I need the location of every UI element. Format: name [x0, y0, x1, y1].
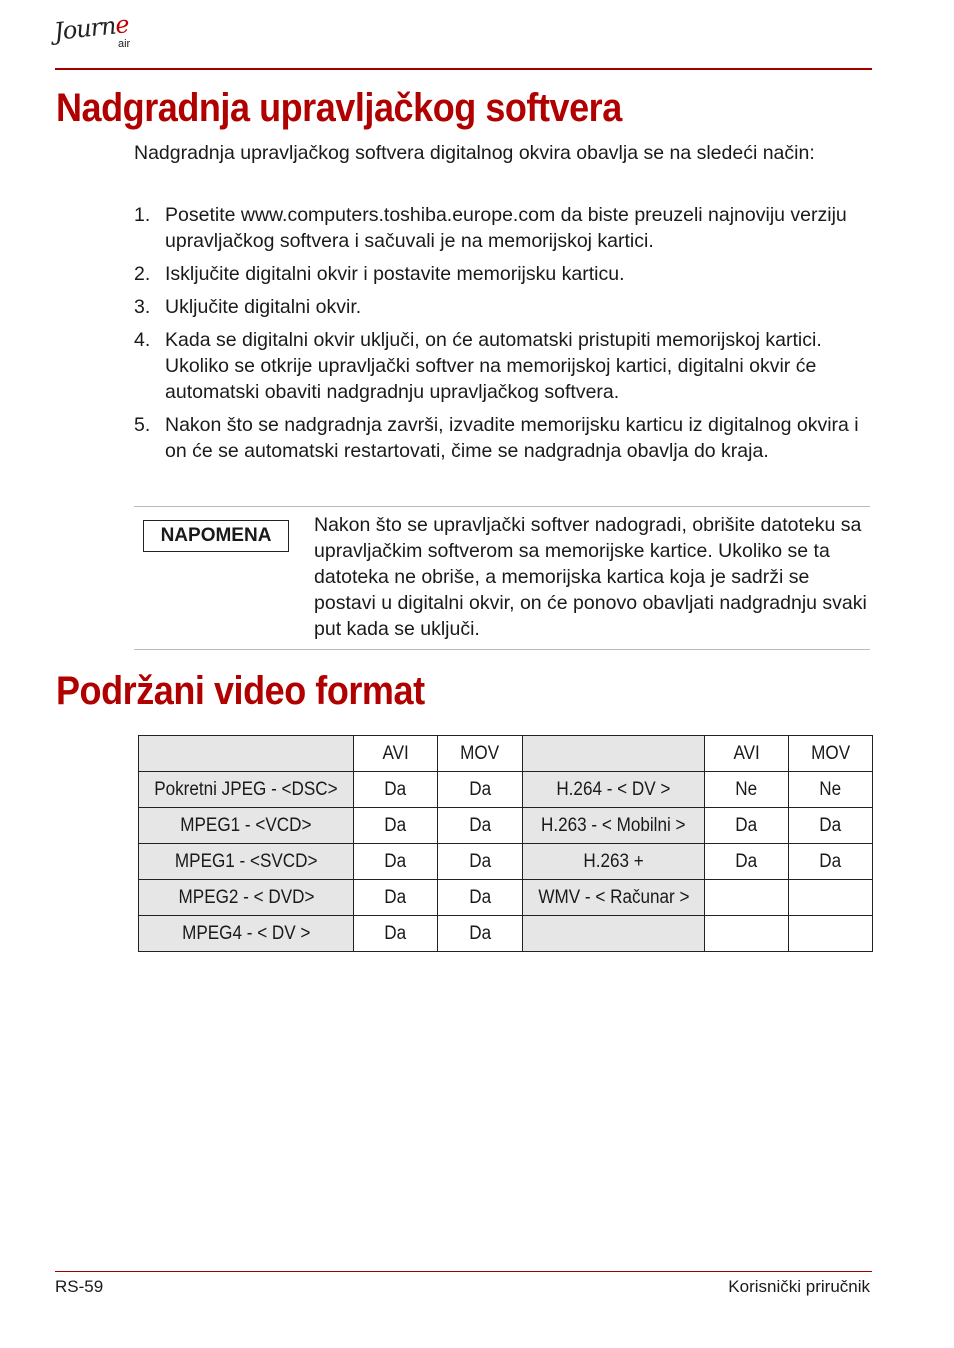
- list-item: [134, 294, 874, 320]
- support-cell: Da: [438, 808, 523, 844]
- step-number: 1.: [134, 204, 151, 226]
- step-text: Uključite digitalni okvir.: [165, 296, 362, 318]
- section-title-video-formats: Podržani video format: [56, 669, 425, 713]
- table-row: [139, 880, 873, 916]
- format-cell: MPEG4 - < DV >: [139, 916, 354, 952]
- logo-accent: e: [113, 10, 130, 40]
- support-cell: Da: [438, 916, 523, 952]
- step-number: 5.: [134, 414, 151, 436]
- intro-paragraph: Nadgradnja upravljačkog softvera digitalnog okvira obavlja se na sledeći način:: [134, 142, 815, 164]
- table-row: [139, 808, 873, 844]
- support-cell: Da: [438, 772, 523, 808]
- format-cell: Pokretni JPEG - <DSC>: [139, 772, 354, 808]
- support-cell: [705, 880, 789, 916]
- note-top-rule: [134, 506, 870, 507]
- support-cell: Da: [354, 880, 438, 916]
- support-cell: Ne: [705, 772, 789, 808]
- step-text: Isključite digitalni okvir i postavite memorijsku karticu.: [165, 263, 625, 285]
- note-text: Nakon što se upravljački softver nadogradi, obrišite datoteku sa upravljačkim softverom sa memorijske kartice. Ukoliko se ta datoteka ne obriše, a memorijska kartica koja je sadrži se postavi u digitalni okvir, on će ponovo obavljati nadgradnju svaki put kada se uključi.: [314, 514, 867, 640]
- list-item: [134, 202, 874, 254]
- support-cell: Da: [789, 844, 873, 880]
- support-cell: Da: [438, 844, 523, 880]
- table-row: [139, 916, 873, 952]
- section-title-firmware: Nadgradnja upravljačkog softvera: [56, 86, 622, 130]
- support-cell: Da: [438, 880, 523, 916]
- format-cell: MPEG2 - < DVD>: [139, 880, 354, 916]
- format-cell: H.264 - < DV >: [523, 772, 705, 808]
- step-number: 2.: [134, 263, 151, 285]
- footer-rule: [55, 1271, 872, 1272]
- header-cell: [139, 736, 354, 772]
- table-header-row: [139, 736, 873, 772]
- steps-list: [134, 202, 874, 471]
- header-cell: [523, 736, 705, 772]
- list-item: [134, 412, 874, 464]
- format-cell: H.263 - < Mobilni >: [523, 808, 705, 844]
- format-cell: MPEG1 - <VCD>: [139, 808, 354, 844]
- note-bottom-rule: [134, 649, 870, 650]
- support-cell: [705, 916, 789, 952]
- logo-sub: air: [118, 38, 131, 50]
- header-rule: [55, 68, 872, 70]
- step-number: 3.: [134, 296, 151, 318]
- support-cell: Da: [705, 808, 789, 844]
- table-row: [139, 844, 873, 880]
- header-cell: MOV: [438, 736, 523, 772]
- support-cell: Ne: [789, 772, 873, 808]
- list-item: [134, 327, 874, 405]
- support-cell: Da: [705, 844, 789, 880]
- format-cell: H.263 +: [523, 844, 705, 880]
- support-cell: Da: [354, 772, 438, 808]
- page-number: RS-59: [55, 1277, 104, 1296]
- step-text: Kada se digitalni okvir uključi, on će automatski pristupiti memorijskoj kartici. Ukoliko se otkrije upravljački softver na memorijskoj kartici, digitalni okvir će automatski obaviti nadgradnju upravljačkog softvera.: [165, 329, 822, 403]
- format-cell: MPEG1 - <SVCD>: [139, 844, 354, 880]
- support-cell: [789, 880, 873, 916]
- step-text: Nakon što se nadgradnja završi, izvadite memorijsku karticu iz digitalnog okvira i on će se automatski restartovati, čime se nadgradnja obavlja do kraja.: [165, 414, 859, 462]
- header-cell: MOV: [789, 736, 873, 772]
- note-label: NAPOMENA: [143, 520, 289, 552]
- format-cell: [523, 916, 705, 952]
- support-cell: Da: [789, 808, 873, 844]
- list-item: [134, 261, 874, 287]
- format-cell: WMV - < Računar >: [523, 880, 705, 916]
- table-row: [139, 772, 873, 808]
- video-format-table: [138, 735, 873, 952]
- support-cell: Da: [354, 916, 438, 952]
- logo-script: Journe: [52, 10, 130, 46]
- support-cell: Da: [354, 808, 438, 844]
- header-cell: AVI: [354, 736, 438, 772]
- support-cell: Da: [354, 844, 438, 880]
- step-text: Posetite www.computers.toshiba.europe.com da biste preuzeli najnoviju verziju upravljačkog softvera i sačuvali je na memorijskoj kartici.: [165, 204, 847, 252]
- manual-title: Korisnički priručnik: [728, 1277, 870, 1296]
- support-cell: [789, 916, 873, 952]
- journe-air-logo: [52, 12, 142, 64]
- step-number: 4.: [134, 329, 151, 351]
- header-cell: AVI: [705, 736, 789, 772]
